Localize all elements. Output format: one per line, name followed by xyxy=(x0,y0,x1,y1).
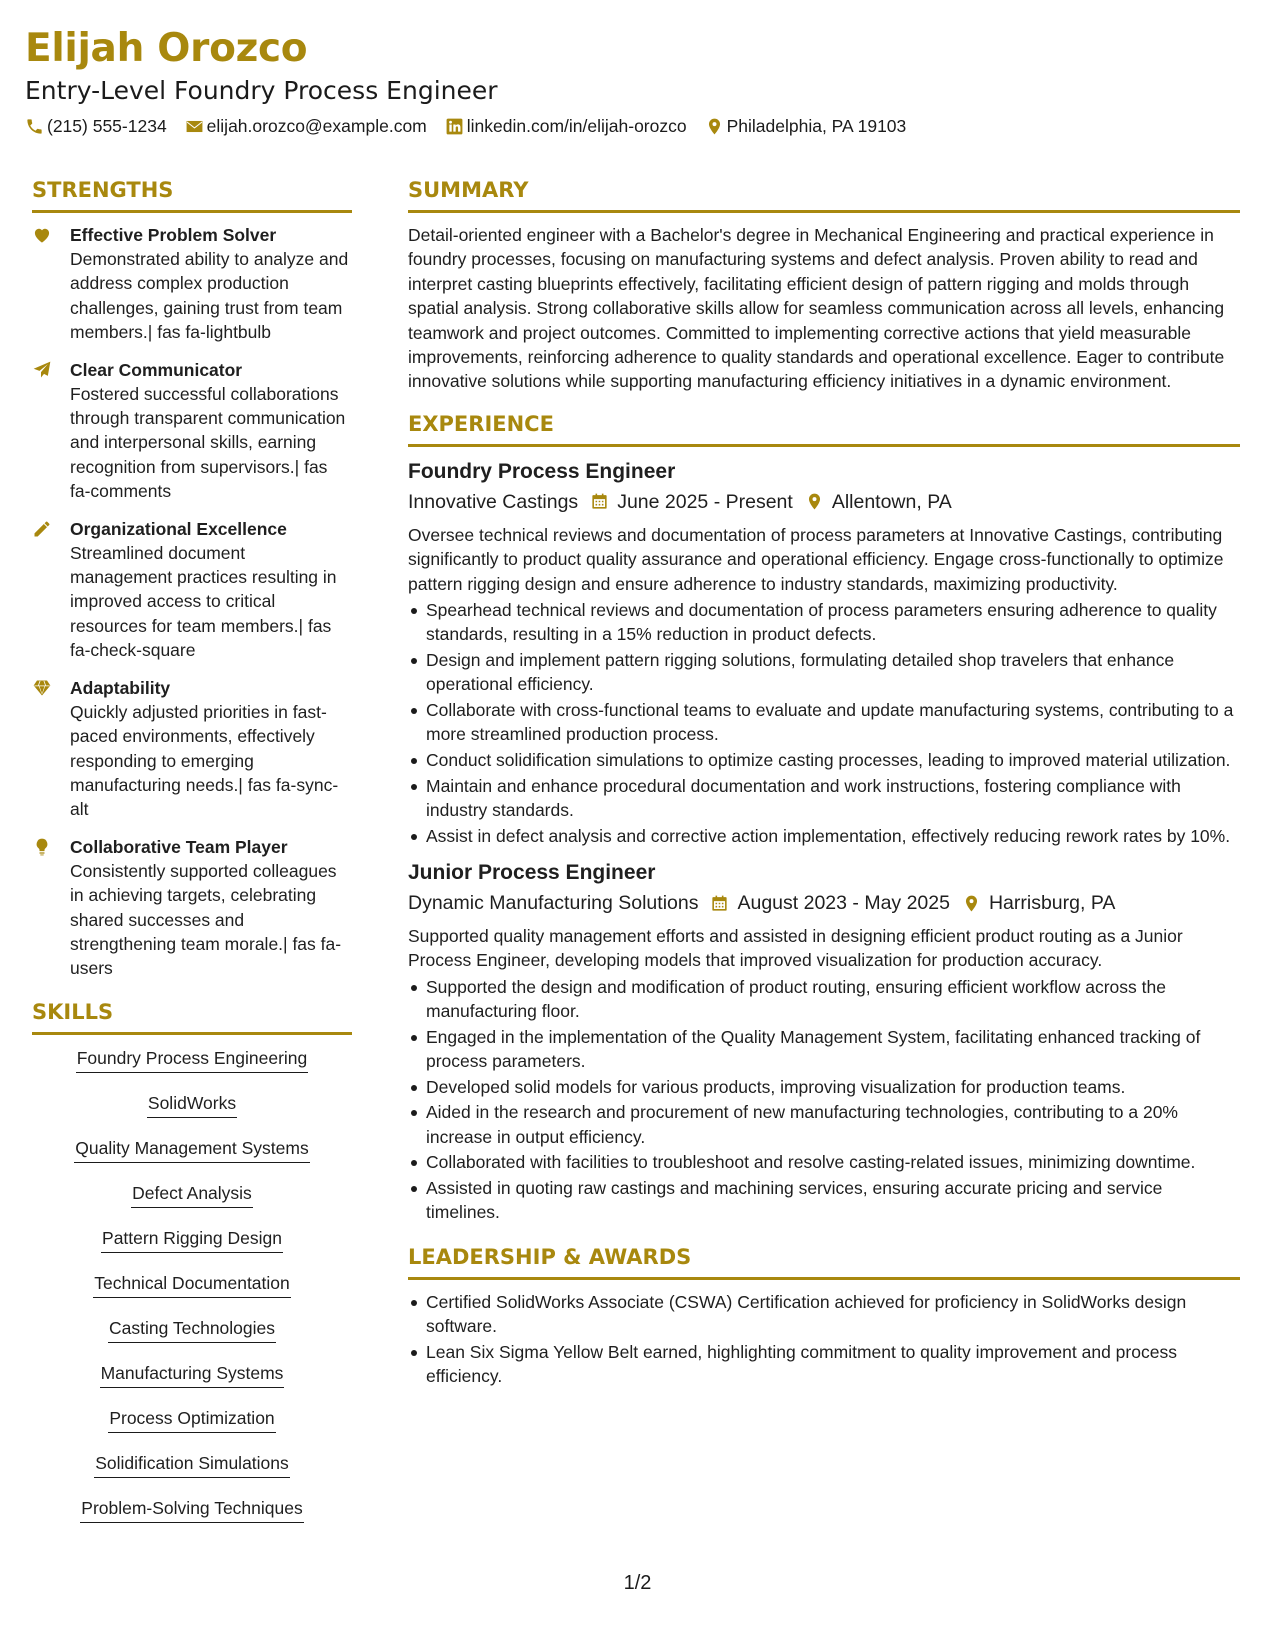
awards-heading: LEADERSHIP & AWARDS xyxy=(408,1239,1240,1280)
list-item: Aided in the research and procurement of new manufacturing technologies, contributing to a 20% increase in output efficiency. xyxy=(408,1100,1240,1149)
phone-icon xyxy=(25,117,44,136)
summary-text: Detail-oriented engineer with a Bachelor's degree in Mechanical Engineering and practical experience in foundry processes, focusing on manufacturing systems and defect analysis. Proven ability to read and interpret casting blueprints effectively, facilitating efficient design of pattern rigging and molds through spatial analysis. Strong collaborative skills allow for seamless communication across all levels, enhancing teamwork and project outcomes. Committed to implementing corrective actions that yield measurable improvements, reinforcing adherence to quality standards and operational excellence. Eager to contribute innovative solutions while supporting manufacturing efficiency initiatives in a dynamic environment. xyxy=(408,225,1225,392)
list-item: Spearhead technical reviews and documentation of process parameters ensuring adherence to quality standards, resulting in a 15% reduction in product defects. xyxy=(408,598,1240,647)
job-entry xyxy=(408,457,1240,848)
skill-tag: Technical Documentation xyxy=(93,1270,291,1298)
skill-tag: Process Optimization xyxy=(108,1405,275,1433)
strengths-heading: STRENGTHS xyxy=(32,172,352,213)
skill-tag: SolidWorks xyxy=(147,1090,237,1118)
skill-tag: Problem-Solving Techniques xyxy=(80,1495,303,1523)
contact-phone-text: (215) 555-1234 xyxy=(47,116,167,136)
candidate-title: Entry-Level Foundry Process Engineer xyxy=(25,76,498,105)
list-item: Engaged in the implementation of the Quality Management System, facilitating enhanced tracking of process parameters. xyxy=(408,1025,1240,1074)
job-summary: Oversee technical reviews and documentation of process parameters at Innovative Castings, contributing significantly to product quality assurance and operational efficiency. Engage cross-functionally to optimize pattern rigging design and ensure adherence to industry standards, maximizing productivity. xyxy=(408,524,1224,594)
contact-email[interactable] xyxy=(185,116,427,137)
list-item: Conduct solidification simulations to optimize casting processes, leading to improved material utilization. xyxy=(408,748,1240,772)
skills-heading: SKILLS xyxy=(32,994,352,1035)
envelope-icon xyxy=(185,117,204,136)
right-column xyxy=(408,172,1240,1390)
paper-plane-icon xyxy=(32,360,52,380)
calendar-icon xyxy=(710,894,729,913)
map-pin-icon xyxy=(962,894,981,913)
calendar-icon xyxy=(590,492,609,511)
list-item: Design and implement pattern rigging solutions, formulating detailed shop travelers that enhance operational efficiency. xyxy=(408,648,1240,697)
strength-title: Collaborative Team Player xyxy=(70,836,288,857)
job-entry xyxy=(408,858,1240,1225)
contact-location-text: Philadelphia, PA 19103 xyxy=(726,116,907,136)
strength-description: Quickly adjusted priorities in fast-paced environments, effectively responding to emerging manufacturing needs.| fas fa-sync-alt xyxy=(70,701,339,820)
contact-email-text[interactable]: elijah.orozco@example.com xyxy=(206,116,427,136)
list-item: Maintain and enhance procedural documentation and work instructions, fostering compliance with industry standards. xyxy=(408,774,1240,823)
list-item: Lean Six Sigma Yellow Belt earned, highlighting commitment to quality improvement and process efficiency. xyxy=(408,1340,1240,1389)
list-item: Certified SolidWorks Associate (CSWA) Certification achieved for proficiency in SolidWorks design software. xyxy=(408,1290,1240,1339)
list-item: Assisted in quoting raw castings and machining services, ensuring accurate pricing and service timelines. xyxy=(408,1176,1240,1225)
contact-phone xyxy=(25,116,167,137)
strength-item xyxy=(32,835,352,981)
job-title: Foundry Process Engineer xyxy=(408,459,676,483)
job-location: Harrisburg, PA xyxy=(988,892,1116,915)
skill-tag: Casting Technologies xyxy=(108,1315,276,1343)
strength-title: Effective Problem Solver xyxy=(70,225,277,245)
job-bullets xyxy=(408,975,1240,1225)
strength-item xyxy=(32,358,352,504)
map-pin-icon xyxy=(705,117,724,136)
strength-title: Organizational Excellence xyxy=(70,518,287,539)
gem-icon xyxy=(32,678,52,698)
skill-tag: Foundry Process Engineering xyxy=(76,1045,309,1073)
skill-tag: Defect Analysis xyxy=(131,1180,253,1208)
skills-list xyxy=(32,1045,352,1540)
pencil-icon xyxy=(32,519,52,539)
experience-heading: EXPERIENCE xyxy=(408,406,1240,447)
strength-item xyxy=(32,223,352,345)
skill-tag: Quality Management Systems xyxy=(74,1135,309,1163)
job-dates: August 2023 - May 2025 xyxy=(737,892,950,915)
candidate-name: Elijah Orozco xyxy=(25,26,308,71)
job-company: Innovative Castings xyxy=(408,490,579,513)
skill-tag: Pattern Rigging Design xyxy=(101,1225,283,1253)
skill-tag: Manufacturing Systems xyxy=(100,1360,285,1388)
strength-item xyxy=(32,676,352,822)
job-summary: Supported quality management efforts and assisted in designing efficient product routing as a Junior Process Engineer, developing models that improved visualization for production accuracy. xyxy=(408,926,1183,971)
map-pin-icon xyxy=(805,492,824,511)
strength-description: Streamlined document management practices resulting in improved access to critical resources for team members.| fas fa-check-square xyxy=(70,542,337,661)
job-location: Allentown, PA xyxy=(831,490,952,513)
left-column xyxy=(32,172,352,1540)
contact-linkedin-text[interactable]: linkedin.com/in/elijah-orozco xyxy=(466,116,687,136)
strength-title: Adaptability xyxy=(70,677,171,698)
job-title: Junior Process Engineer xyxy=(408,861,656,885)
contact-linkedin[interactable] xyxy=(445,116,687,137)
lightbulb-icon xyxy=(32,837,52,857)
page-number: 1/2 xyxy=(623,1572,652,1594)
job-bullets xyxy=(408,598,1240,848)
list-item: Collaborated with facilities to troubleshoot and resolve casting-related issues, minimizing downtime. xyxy=(408,1150,1240,1174)
list-item: Assist in defect analysis and corrective action implementation, effectively reducing rework rates by 10%. xyxy=(408,824,1240,848)
strength-description: Demonstrated ability to analyze and address complex production challenges, gaining trust from team members.| fas fa-lightbulb xyxy=(70,249,349,343)
contact-bar xyxy=(25,116,1245,137)
list-item: Developed solid models for various products, improving visualization for production teams. xyxy=(408,1075,1240,1099)
heart-icon xyxy=(32,225,52,245)
strength-description: Fostered successful collaborations through transparent communication and interpersonal skills, earning recognition from supervisors.| fas fa-comments xyxy=(70,383,346,502)
resume-header xyxy=(25,22,1245,137)
job-company: Dynamic Manufacturing Solutions xyxy=(408,892,699,915)
skill-tag: Solidification Simulations xyxy=(94,1450,290,1478)
summary-heading: SUMMARY xyxy=(408,172,1240,213)
strength-title: Clear Communicator xyxy=(70,359,243,380)
job-meta xyxy=(408,888,1240,918)
strength-item xyxy=(32,517,352,663)
list-item: Supported the design and modification of product routing, ensuring efficient workflow across the manufacturing floor. xyxy=(408,975,1240,1024)
awards-list xyxy=(408,1290,1240,1389)
job-dates: June 2025 - Present xyxy=(617,490,793,513)
list-item: Collaborate with cross-functional teams to evaluate and update manufacturing systems, contributing to a more streamlined production process. xyxy=(408,698,1240,747)
linkedin-icon xyxy=(445,117,464,136)
strength-description: Consistently supported colleagues in achieving targets, celebrating shared successes and strengthening team morale.| fas fa-users xyxy=(70,860,342,979)
contact-location xyxy=(705,116,907,137)
job-meta xyxy=(408,487,1240,517)
